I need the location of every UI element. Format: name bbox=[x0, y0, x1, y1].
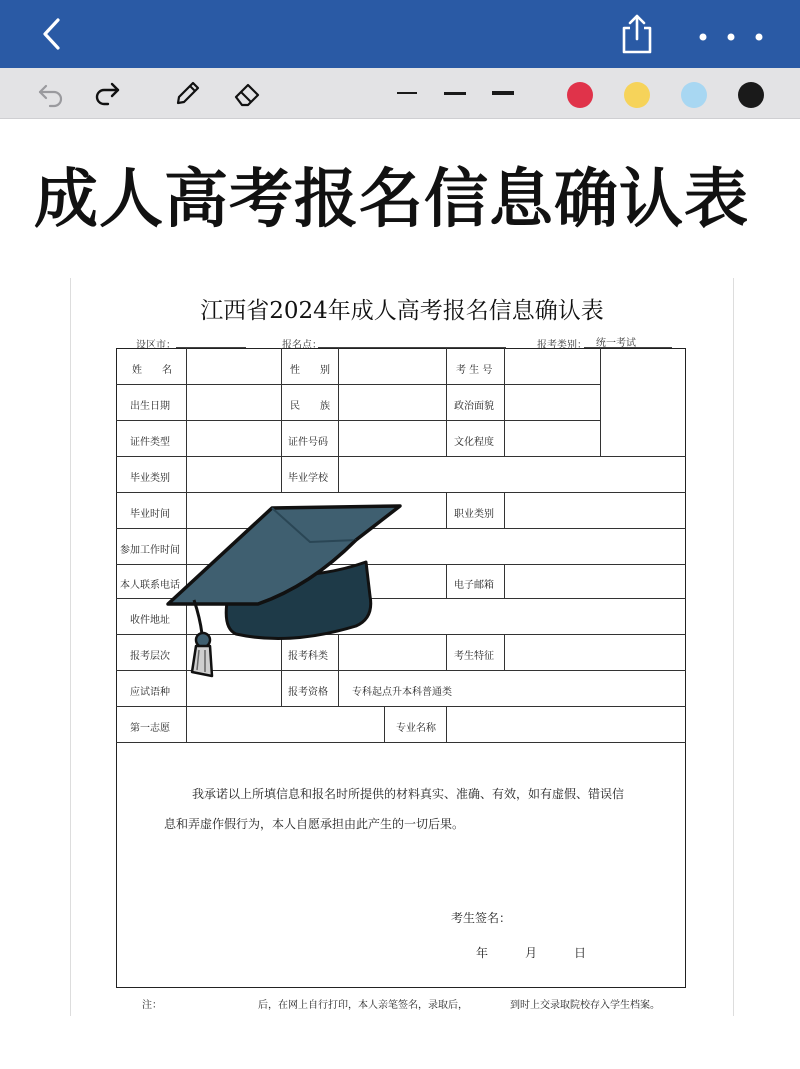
color-black-swatch[interactable] bbox=[738, 82, 764, 108]
stroke-thick-option[interactable] bbox=[492, 91, 514, 95]
label-first-choice: 第一志愿 bbox=[130, 723, 170, 734]
date-year: 年 bbox=[476, 946, 489, 960]
pencil-icon[interactable] bbox=[170, 76, 204, 110]
label-ethnicity: 民 族 bbox=[290, 401, 330, 412]
stroke-medium-option[interactable] bbox=[444, 92, 466, 95]
label-job-type: 职业类别 bbox=[454, 509, 494, 520]
document-title: 江西省2024年成人高考报名信息确认表 bbox=[200, 298, 604, 324]
label-address: 收件地址 bbox=[130, 615, 170, 626]
label-subject: 报考科类 bbox=[288, 651, 328, 662]
color-red-swatch[interactable] bbox=[567, 82, 593, 108]
label-email: 电子邮箱 bbox=[454, 580, 494, 591]
back-arrow-icon[interactable] bbox=[34, 14, 74, 54]
undo-icon[interactable] bbox=[34, 76, 68, 110]
eraser-icon[interactable] bbox=[230, 76, 264, 110]
label-grad-school: 毕业学校 bbox=[288, 473, 328, 484]
site-label: 报名点： bbox=[282, 340, 322, 351]
pledge-line-1: 我承诺以上所填信息和报名时所提供的材料真实、准确、有效，如有虚假、错误信 bbox=[192, 787, 625, 801]
more-options-icon[interactable] bbox=[692, 22, 772, 52]
pledge-line-2: 息和弄虚作假行为，本人自愿承担由此产生的一切后果。 bbox=[164, 817, 465, 831]
footnote-middle: 后，在网上自行打印，本人亲笔签名，录取后， bbox=[258, 1000, 468, 1011]
date-day: 日 bbox=[574, 946, 587, 960]
label-work-time: 参加工作时间 bbox=[120, 545, 180, 556]
annotation-toolbar bbox=[0, 68, 800, 119]
type-value: 统一考试 bbox=[596, 338, 636, 349]
city-label: 设区市： bbox=[136, 340, 176, 351]
footnote-prefix: 注： bbox=[142, 1000, 162, 1011]
label-id-type: 证件类型 bbox=[130, 437, 170, 448]
label-exam-no: 考 生 号 bbox=[456, 365, 493, 376]
label-phone: 本人联系电话 bbox=[120, 580, 180, 591]
graduation-cap-icon bbox=[160, 500, 410, 690]
label-education: 文化程度 bbox=[454, 437, 494, 448]
label-political: 政治面貌 bbox=[454, 401, 494, 412]
label-name: 姓 名 bbox=[132, 365, 172, 376]
label-qualification: 报考资格 bbox=[288, 687, 328, 698]
label-gender: 性 别 bbox=[290, 365, 330, 376]
type-label: 报考类别： bbox=[537, 340, 587, 351]
top-app-bar bbox=[0, 0, 800, 68]
redo-icon[interactable] bbox=[90, 76, 124, 110]
color-yellow-swatch[interactable] bbox=[624, 82, 650, 108]
color-blue-swatch[interactable] bbox=[681, 82, 707, 108]
label-birth: 出生日期 bbox=[130, 401, 170, 412]
label-grad-time: 毕业时间 bbox=[130, 509, 170, 520]
label-grad-type: 毕业类别 bbox=[130, 473, 170, 484]
post-heading: 成人高考报名信息确认表 bbox=[34, 163, 749, 237]
date-month: 月 bbox=[525, 946, 538, 960]
signature-label: 考生签名： bbox=[451, 911, 512, 925]
label-id-no: 证件号码 bbox=[288, 437, 328, 448]
stroke-thin-option[interactable] bbox=[397, 92, 417, 94]
label-feature: 考生特征 bbox=[454, 651, 494, 662]
qualification-value: 专科起点升本科普通类 bbox=[352, 687, 452, 698]
label-major: 专业名称 bbox=[396, 723, 436, 734]
label-level: 报考层次 bbox=[130, 651, 170, 662]
footnote-end: 到时上交录取院校存入学生档案。 bbox=[510, 1000, 660, 1011]
share-icon[interactable] bbox=[616, 12, 658, 56]
label-language: 应试语种 bbox=[130, 687, 170, 698]
